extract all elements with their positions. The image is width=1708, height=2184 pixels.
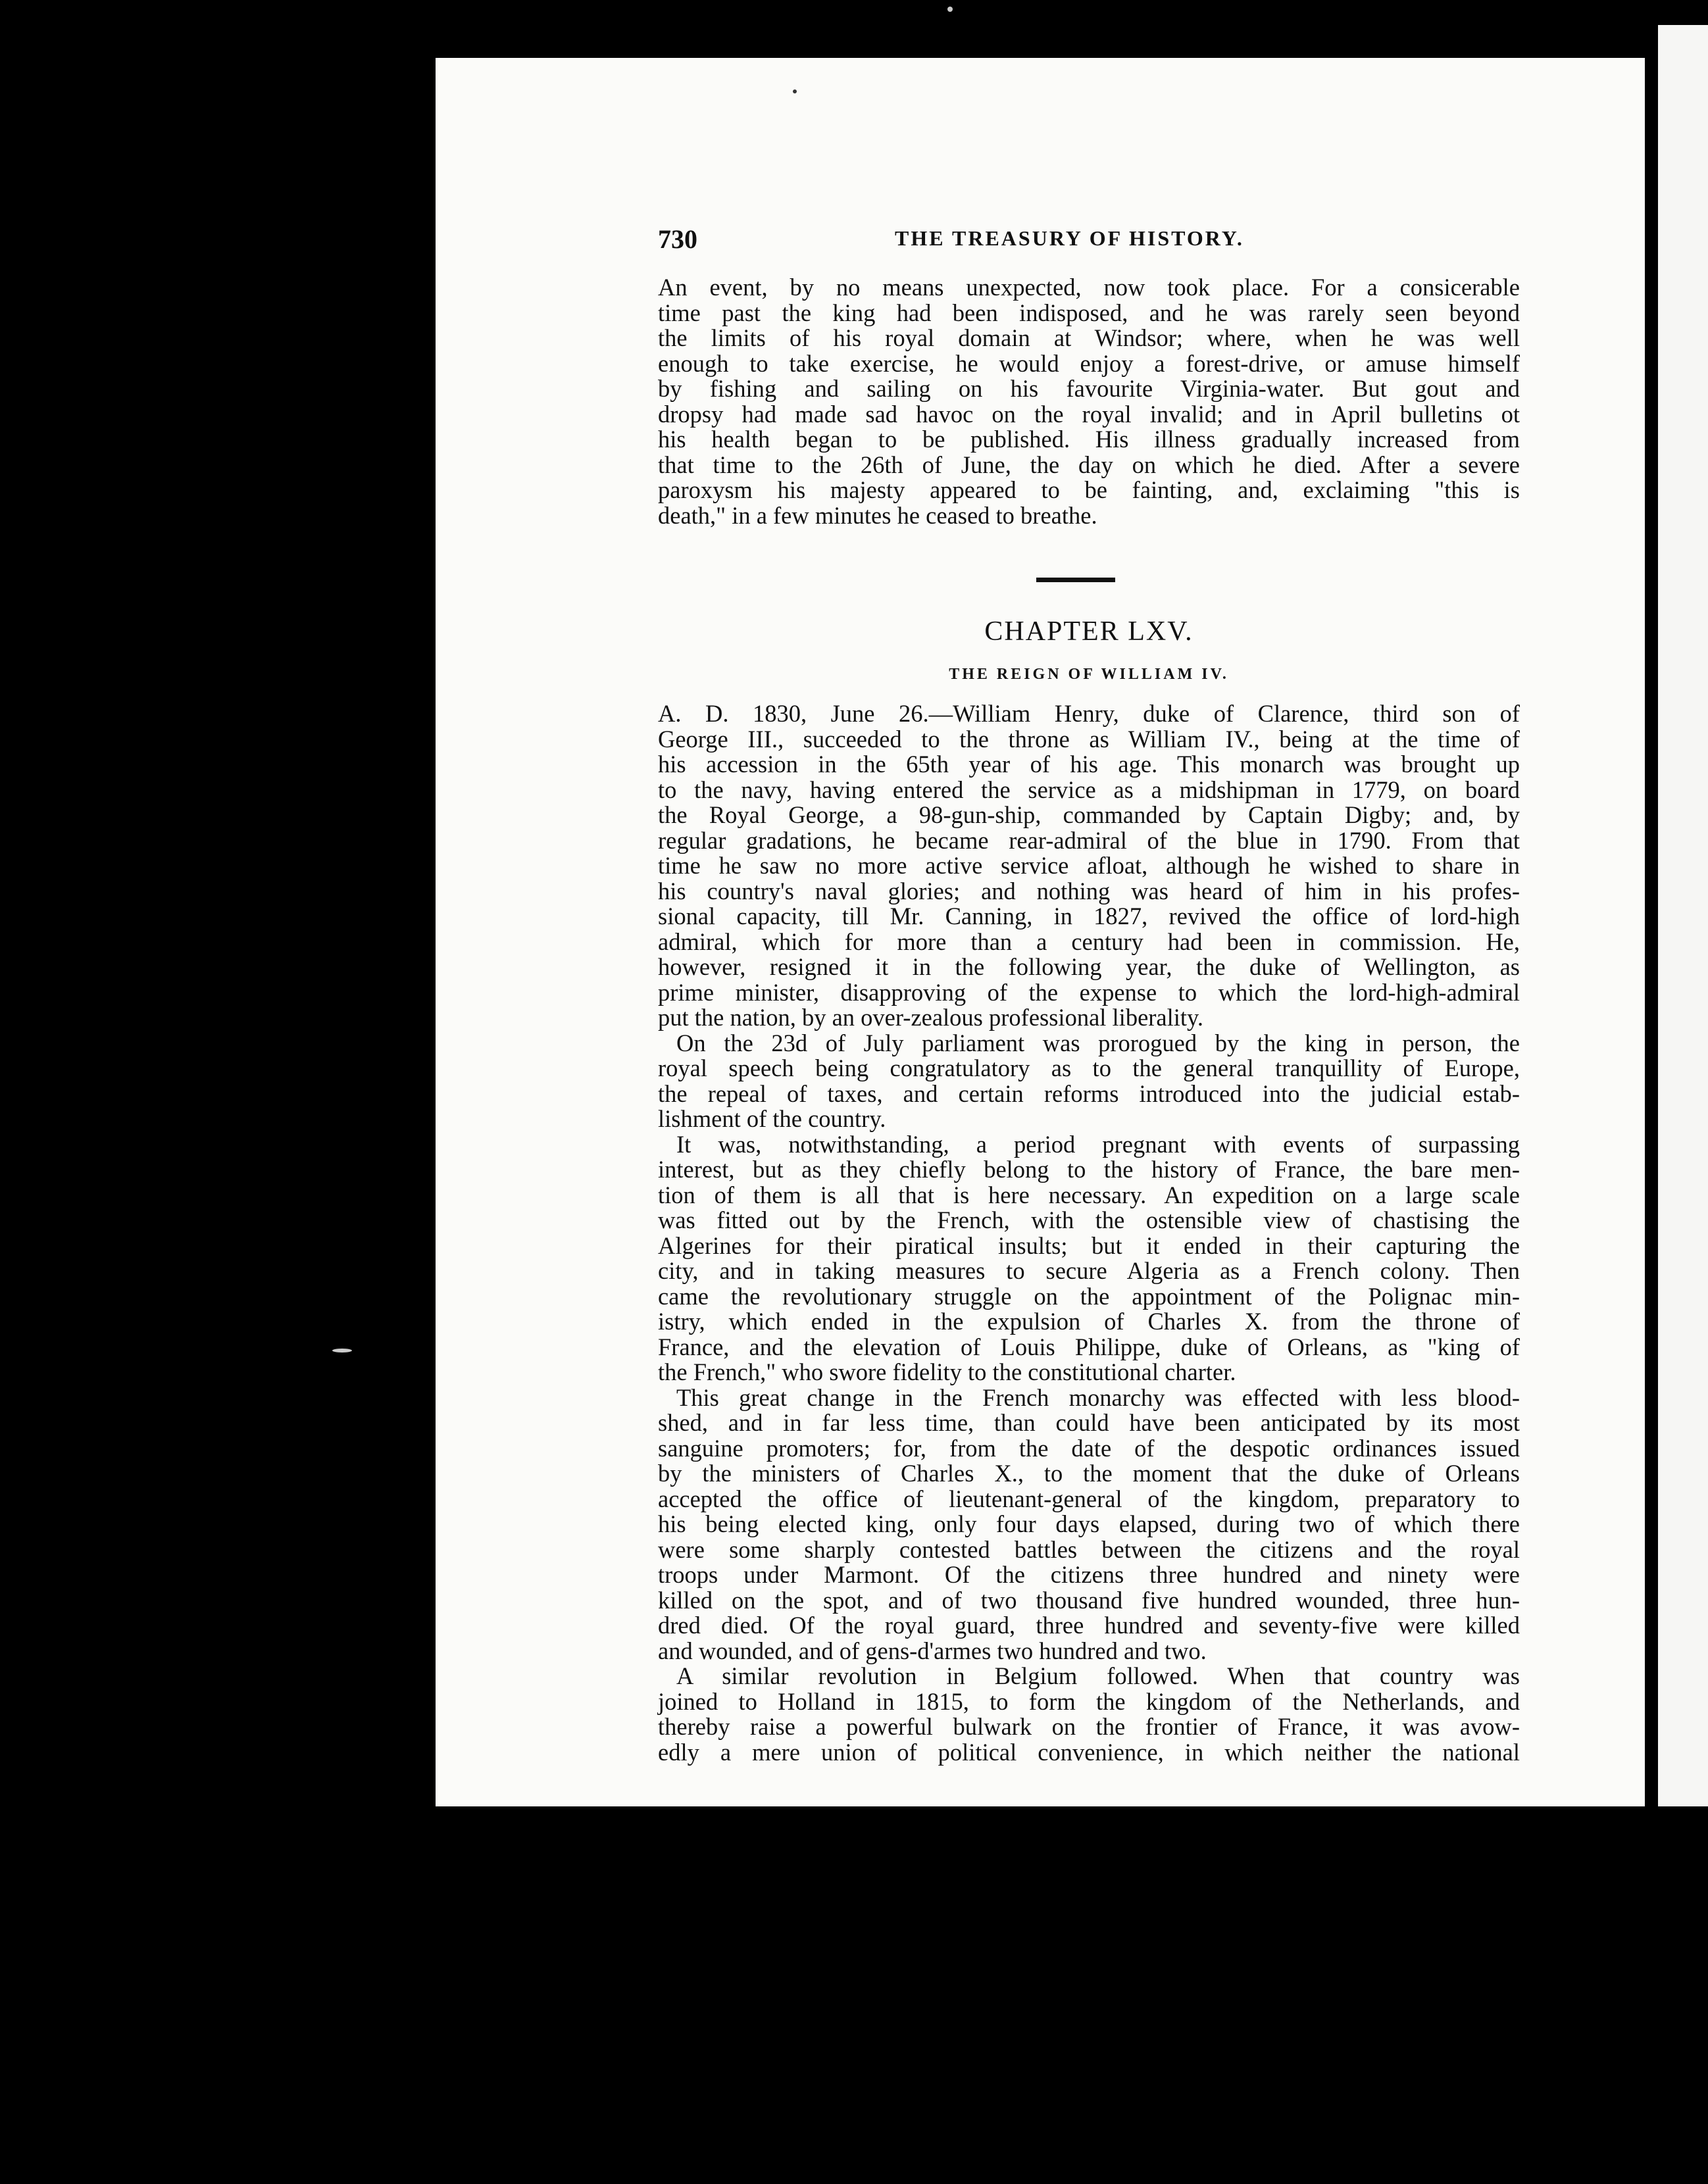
paragraph (658, 1132, 1520, 1385)
paragraph (658, 701, 1520, 1031)
paragraph (658, 1664, 1520, 1765)
adjacent-page-edge (1658, 25, 1708, 1806)
text-line: interest, but as they chiefly belong to the history of France, the bare men- (658, 1156, 1520, 1183)
text-line: A similar revolution in Belgium followed. When that country was (676, 1662, 1520, 1689)
text-line: and wounded, and of gens-d'armes two hundred and two. (658, 1637, 1207, 1664)
text-line: paroxysm his majesty appeared to be fainting, and, exclaiming "this is (658, 476, 1520, 503)
text-line: sanguine promoters; for, from the date of the despotic ordinances issued (658, 1434, 1520, 1462)
text-line: came the revolutionary struggle on the appointment of the Polignac min- (658, 1282, 1520, 1310)
text-line: to the navy, having entered the service as a midshipman in 1779, on board (658, 776, 1520, 803)
text-line: however, resigned it in the following year, the duke of Wellington, as (658, 953, 1520, 980)
text-line: shed, and in far less time, than could have been anticipated by its most (658, 1409, 1520, 1436)
chapter-body (658, 701, 1520, 1765)
text-line: It was, notwithstanding, a period pregnant with events of surpassing (676, 1130, 1520, 1158)
text-line: dropsy had made sad havoc on the royal invalid; and in April bulletins ot (658, 400, 1520, 428)
text-line: joined to Holland in 1815, to form the kingdom of the Netherlands, and (658, 1687, 1520, 1715)
text-line: city, and in taking measures to secure Algeria as a French colony. Then (658, 1257, 1520, 1284)
text-line: On the 23d of July parliament was prorogued by the king in person, the (676, 1029, 1520, 1056)
paragraph (658, 1031, 1520, 1132)
text-line: sional capacity, till Mr. Canning, in 1827, revived the office of lord-high (658, 903, 1520, 930)
text-line: A. D. 1830, June 26.—William Henry, duke of Clarence, third son of (658, 700, 1520, 727)
scan-speck (793, 89, 797, 93)
scan-speck (947, 7, 953, 12)
text-line: accepted the office of lieutenant-general of the kingdom, preparatory to (658, 1485, 1520, 1512)
text-line: tion of them is all that is here necessary. An expedition on a large scale (658, 1181, 1520, 1208)
text-line: death," in a few minutes he ceased to breathe. (658, 501, 1097, 529)
text-line: by the ministers of Charles X., to the moment that the duke of Orleans (658, 1460, 1520, 1487)
text-line: was fitted out by the French, with the ostensible view of chastising the (658, 1206, 1520, 1233)
text-line: admiral, which for more than a century had been in commission. He, (658, 928, 1520, 955)
text-line: prime minister, disapproving of the expense to which the lord-high-admiral (658, 978, 1520, 1006)
running-head (658, 224, 1520, 263)
text-line: troops under Marmont. Of the citizens three hundred and ninety were (658, 1561, 1520, 1588)
text-line: the limits of his royal domain at Windsor; where, when he was well (658, 324, 1520, 351)
chapter-subtitle: THE REIGN OF WILLIAM IV. (949, 666, 1229, 683)
text-line: enough to take exercise, he would enjoy a forest-drive, or amuse himself (658, 349, 1520, 377)
text-line: edly a mere union of political convenience, in which neither the national (658, 1738, 1520, 1766)
text-line: time he saw no more active service afloat, although he wished to share in (658, 852, 1520, 879)
text-line: time past the king had been indisposed, and he was rarely seen beyond (658, 299, 1520, 326)
text-line: George III., succeeded to the throne as William IV., being at the time of (658, 725, 1520, 753)
text-line: France, and the elevation of Louis Philippe, duke of Orleans, as "king of (658, 1333, 1520, 1360)
text-line: were some sharply contested battles between the citizens and the royal (658, 1535, 1520, 1563)
text-line: that time to the 26th of June, the day on which he died. After a severe (658, 451, 1520, 478)
page-number: 730 (658, 224, 697, 254)
scan-speck (332, 1349, 352, 1353)
text-line: thereby raise a powerful bulwark on the frontier of France, it was avow- (658, 1713, 1520, 1740)
text-line: his country's naval glories; and nothing was heard of him in his profes- (658, 877, 1520, 905)
text-line: Algerines for their piratical insults; but it ended in their capturing the (658, 1231, 1520, 1259)
chapter-title: CHAPTER LXV. (984, 616, 1193, 647)
text-line: dred died. Of the royal guard, three hundred and seventy-five were killed (658, 1612, 1520, 1639)
text-line: This great change in the French monarchy was effected with less blood- (676, 1383, 1520, 1411)
text-line: lishment of the country. (658, 1105, 886, 1132)
text-line: the French," who swore fidelity to the constitutional charter. (658, 1358, 1236, 1385)
text-line: istry, which ended in the expulsion of Charles X. from the throne of (658, 1308, 1520, 1335)
text-line: the Royal George, a 98-gun-ship, commanded by Captain Digby; and, by (658, 801, 1520, 828)
paragraph-closing-previous-chapter (658, 275, 1520, 528)
text-line: An event, by no means unexpected, now took place. For a consicerable (658, 274, 1520, 301)
section-divider-rule (1036, 578, 1115, 582)
text-line: regular gradations, he became rear-admiral of the blue in 1790. From that (658, 826, 1520, 854)
text-line: put the nation, by an over-zealous professional liberality. (658, 1004, 1204, 1031)
text-line: his being elected king, only four days elapsed, during two of which there (658, 1510, 1520, 1537)
text-line: his accession in the 65th year of his age. This monarch was brought up (658, 751, 1520, 778)
running-title: THE TREASURY OF HISTORY. (895, 226, 1244, 250)
text-line: the repeal of taxes, and certain reforms introduced into the judicial estab- (658, 1080, 1520, 1107)
text-line: his health began to be published. His illness gradually increased from (658, 426, 1520, 453)
text-line: by fishing and sailing on his favourite Virginia-water. But gout and (658, 375, 1520, 402)
text-line: royal speech being congratulatory as to the general tranquillity of Europe, (658, 1055, 1520, 1081)
paragraph (658, 1385, 1520, 1664)
text-line: killed on the spot, and of two thousand five hundred wounded, three hun- (658, 1586, 1520, 1614)
